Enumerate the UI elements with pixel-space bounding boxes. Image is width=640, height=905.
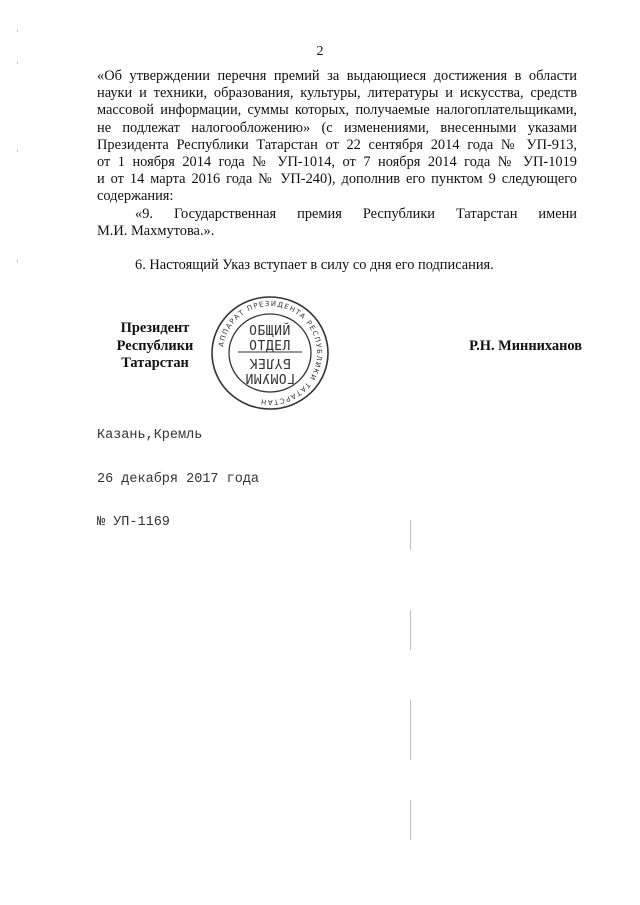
body-line: не подлежат налогообложению» (с изменениями, внесенными указами — [97, 119, 577, 136]
body-line: Президента Республики Татарстан от 22 сентября 2014 года № УП-913, — [97, 136, 577, 153]
decree-body — [97, 68, 577, 274]
effective-clause: 6. Настоящий Указ вступает в силу со дня его подписания. — [135, 257, 494, 274]
stamp-text-line: ОБЩИЙ — [249, 324, 291, 339]
stamp-text-line: БҮЛЕК — [249, 355, 291, 370]
body-line: «Об утверждении перечня премий за выдающиеся достижения в области — [97, 68, 577, 84]
signatory-title-line: Президент — [120, 320, 190, 336]
issuance-place: Казань,Кремль — [97, 428, 203, 443]
stamp-text-line: ГОМУМИ — [245, 370, 295, 385]
signatory-title — [90, 320, 220, 373]
stamp-ring-text: АППАРАТ ПРЕЗИДЕНТА РЕСПУБЛИКИ ТАТАРСТАН — [217, 299, 324, 407]
body-line: науки и техники, образования, культуры, литературы и искусства, средств — [97, 85, 577, 102]
issuance-block — [97, 400, 259, 560]
issuance-date: 26 декабря 2017 года — [97, 471, 260, 487]
body-line: от 1 ноября 2014 года № УП-1014, от 7 ноября 2014 года № УП-1019 — [97, 154, 577, 171]
amendment-quote-line: «9. Государственная премия Республики Татарстан имени — [135, 205, 577, 222]
signatory-name: Р.Н. Минниханов — [469, 338, 582, 354]
decree-number: № УП-1169 — [97, 515, 170, 530]
body-line: и от 14 марта 2016 года № УП-240), дополнив его пунктом 9 следующего — [97, 171, 577, 188]
body-line: содержания: — [97, 188, 174, 205]
amendment-quote-line: М.И. Махмутова.». — [97, 222, 215, 239]
page-number: 2 — [316, 44, 324, 59]
body-line: массовой информации, суммы которых, получаемые налогоплательщиками, — [97, 102, 577, 119]
signatory-title-line: Республики Татарстан — [116, 337, 194, 371]
stamp-text-line: ОТДЕЛ — [249, 339, 291, 354]
official-stamp — [208, 294, 332, 412]
